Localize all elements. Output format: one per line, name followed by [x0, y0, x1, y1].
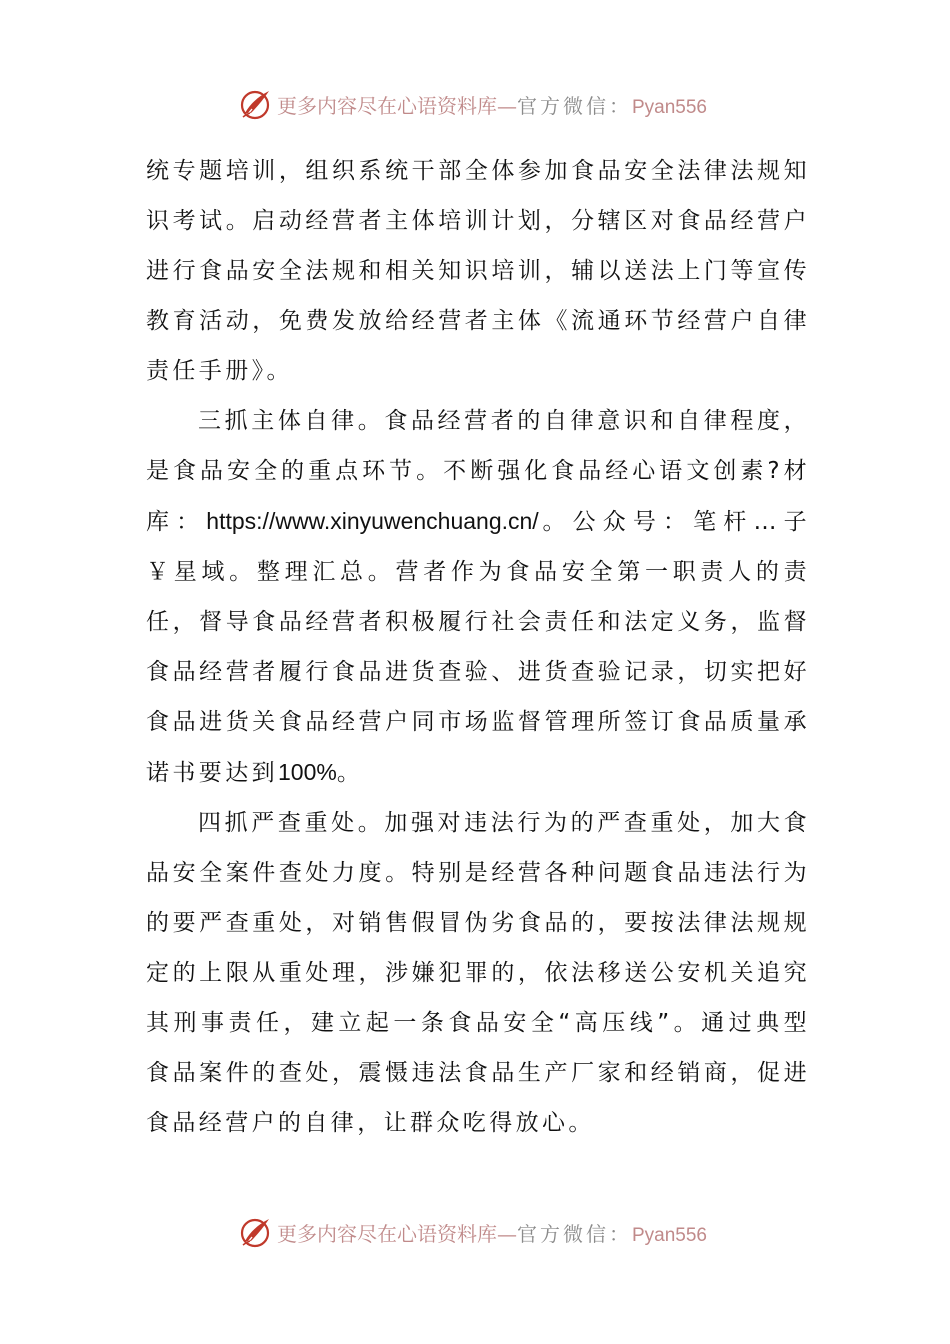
header-brand-name: 更多内容尽在心语资料库— [276, 93, 517, 118]
pen-logo-icon [239, 1215, 273, 1249]
source-url-text: https://www.xinyuwenchuang.cn/ [206, 508, 539, 534]
header-banner [0, 84, 950, 124]
footer-brand-name: 更多内容尽在心语资料库— [276, 1221, 517, 1246]
footer-brand-text [277, 1218, 707, 1247]
pen-logo-icon [239, 87, 273, 121]
header-wechat-id: Pyan556 [631, 96, 707, 118]
paragraph-enforcement: 四抓严查重处。加强对违法行为的严查重处，加大食品安全案件查处力度。特别是经营各种问题食品违法行为的要严查重处，对销售假冒伪劣食品的，要按法律法规规定的上限从重处理，涉嫌犯罪的，依法移送公安机关追究其刑事责任，建立起一条食品安全“高压线”。通过典型食品案件的查处，震慑违法食品生产厂家和经销商，促进食品经营户的自律，让群众吃得放心。 [146, 810, 810, 1136]
footer-wechat-label: 官方微信： [516, 1221, 632, 1246]
header-wechat-label: 官方微信： [516, 93, 632, 118]
header-brand-text [277, 90, 707, 119]
p2-text-a: 三抓主体自律。食品经营者的自律意识和自律程度，是食品安全的重点环节。不断强化食品经心语文创素?材库： [146, 408, 810, 535]
footer-wechat-id: Pyan556 [631, 1224, 707, 1246]
percentage-value: 100% [278, 759, 337, 785]
document-body [146, 146, 810, 1148]
p2-text-c: 。 [336, 760, 364, 786]
paragraph-self-discipline [146, 396, 810, 798]
footer-banner [0, 1212, 950, 1252]
paragraph-training: 统专题培训，组织系统干部全体参加食品安全法律法规知识考试。启动经营者主体培训计划，分辖区对食品经营户进行食品安全法规和相关知识培训，辅以送法上门等宣传教育活动，免费发放给经营者主体《流通环节经营户自律责任手册》。 [146, 158, 810, 384]
p2-text-b: 。公众号：笔杆…子￥星域。整理汇总。营者作为食品安全第一职责人的责任，督导食品经营者积极履行社会责任和法定义务，监督食品经营者履行食品进货查验、进货查验记录，切实把好食品进货关食品经营户同市场监督管理所签订食品质量承诺书要达到 [146, 509, 810, 786]
